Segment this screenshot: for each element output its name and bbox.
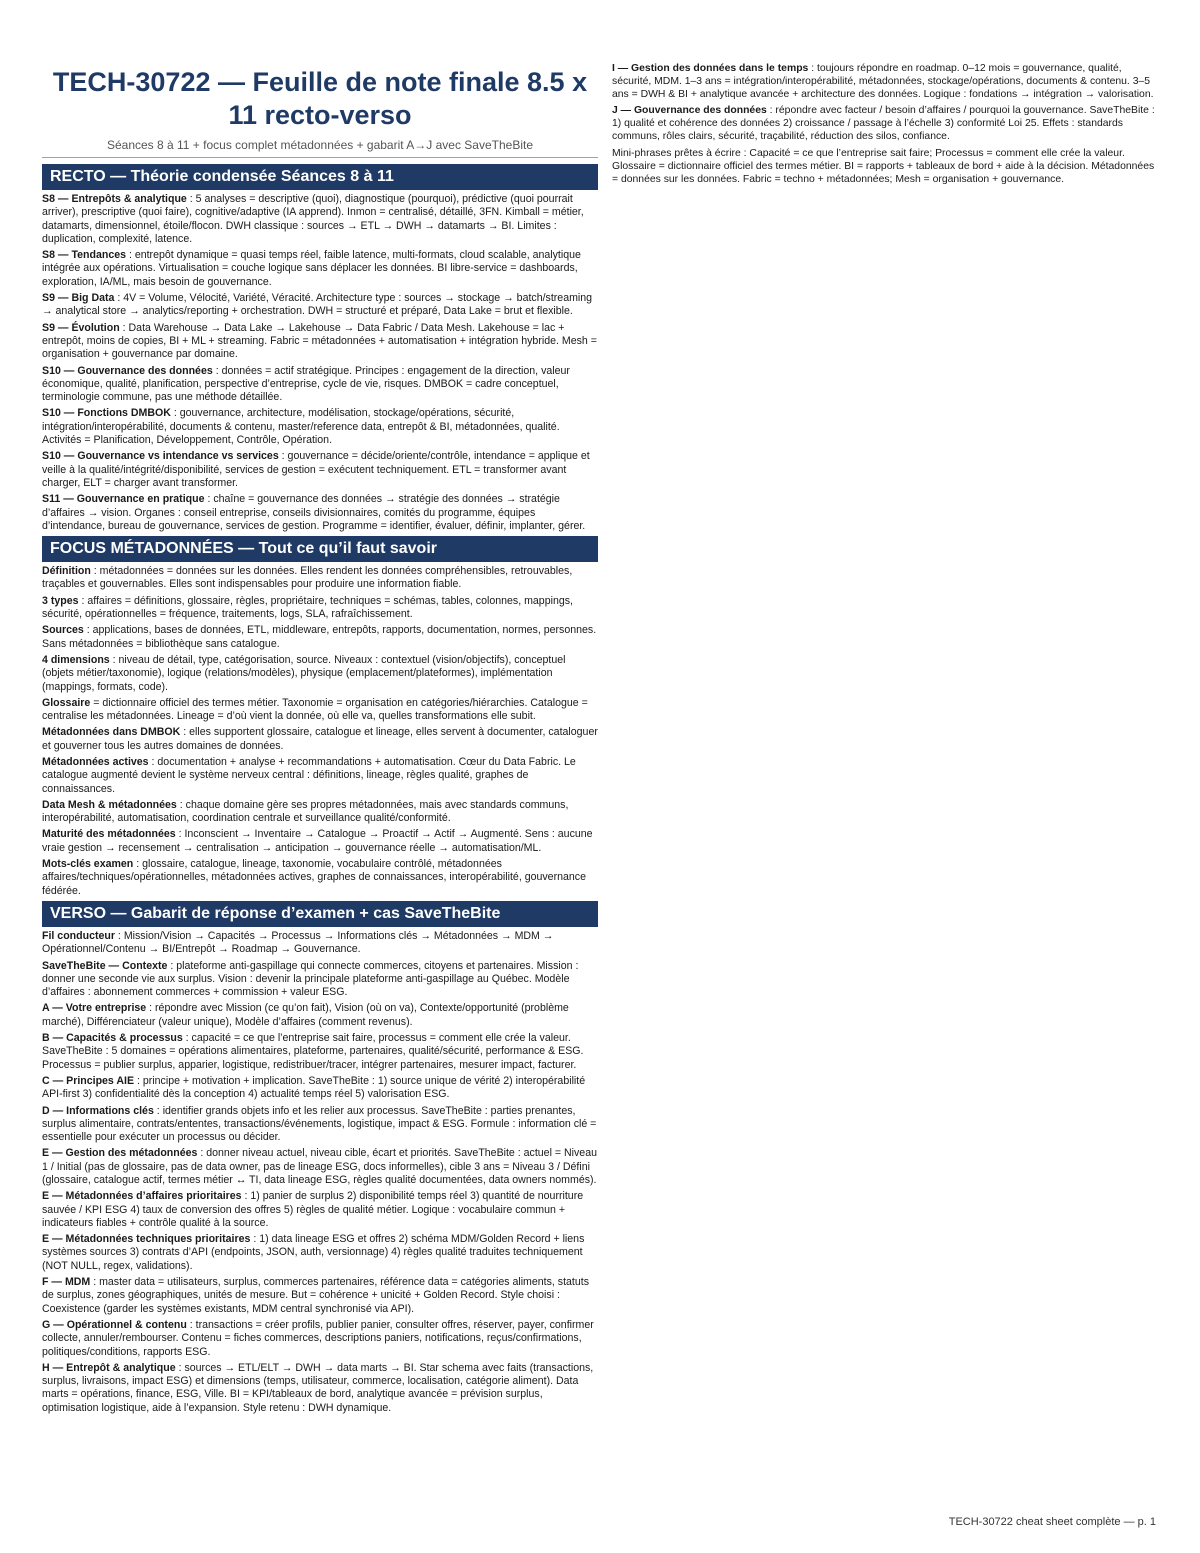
entry-text: : chaîne = gouvernance des données → stratégie des données → stratégie d’affaires → vision. Organes : conseil entreprise, conseils divisionnaires, comités du programme, équipes d’intendance, bureau de gouvernance, services de gestion. Programme = identifier, évaluer, définir, implanter, gérer. [42,493,586,532]
entry-text: : 1) panier de surplus 2) disponibilité temps réel 3) quantité de nourriture sauvée / KPI ESG 4) taux de conversion des offres 5) règles de qualité métier. Logique : vocabulaire commun + indicateurs fiables + contrôle qualité à la source. [42,1190,584,1229]
entry-item [42,697,598,724]
entry-title: I — Gestion des données dans le temps [612,63,809,74]
entry-text: : applications, bases de données, ETL, middleware, entrepôts, rapports, documentation, normes, personnes. Sans métadonnées = bibliothèque sans catalogue. [42,624,597,650]
entry-title: Fil conducteur [42,929,115,942]
entry-title: S8 — Entrepôts & analytique [42,193,187,205]
entry-title: G — Opérationnel & contenu [42,1318,187,1331]
entry-title: 4 dimensions [42,653,110,666]
entry-item [42,1032,598,1072]
entry-text: : toujours répondre en roadmap. 0–12 mois = gouvernance, qualité, sécurité, MDM. 1–3 ans = intégration/interopérabilité, métadonnées, stockage/opérations, documents & contenu. 3–5 ans = DWH & BI + analytique avancée + architecture des données. Logique : fondations → intégration → valorisation. [612,63,1154,101]
page-title: TECH-30722 — Feuille de note finale 8.5 x 11 recto-verso [52,67,588,130]
entry-item [42,1075,598,1102]
entry-item [42,322,598,362]
entry-text: Mini-phrases prêtes à écrire : Capacité = ce que l’entreprise sait faire; Processus = comment elle crée la valeur. Glossaire = dictionnaire officiel des termes métier. BI = rapports + tableaux de bord + aide à la décision. Métadonnées = données sur les données. Fabric = techno + métadonnées; Mesh = organisation + gouvernance. [612,147,1155,185]
entry-text: : transactions = créer profils, publier panier, consulter offres, réserver, payer, confirmer collecte, annuler/rembourser. Contenu = fiches commerces, descriptions paniers, notifications, reçus/confirmations, politiques/conditions, rapports ESG. [42,1318,594,1358]
entry-item [612,147,1160,186]
entry-item [42,1362,598,1415]
entry-title: Métadonnées dans DMBOK [42,726,181,739]
entry-text: : gouvernance = décide/oriente/contrôle, intendance = applique et veille à la qualité/intégrité/disponibilité, services de gestion = exécutent techniquement. ETL = transformer avant charger, ELT = charger avant transformer. [42,450,590,489]
recto-entries [42,193,598,533]
entry-item [42,654,598,694]
entry-item [42,828,598,855]
entry-title: E — Gestion des métadonnées [42,1147,198,1160]
entry-item [612,104,1160,143]
entry-item [42,1002,598,1029]
entry-title: Maturité des métadonnées [42,828,176,841]
entry-title: Sources [42,624,84,637]
entry-text: : Data Warehouse → Data Lake → Lakehouse → Data Fabric / Data Mesh. Lakehouse = lac + entrepôt, moins de copies, BI + ML + streaming. Fabric = métadonnées + automatisation + intégration hybride. Mesh = organisation + gouvernance par domaine. [42,321,597,361]
entry-text: : affaires = définitions, glossaire, règles, propriétaire, techniques = schémas, tables, colonnes, mappings, sécurité, opérationnelles = fréquence, traitements, logs, SLA, rafraîchissement. [42,594,573,621]
section-heading-verso: VERSO — Gabarit de réponse d’examen + cas SaveTheBite [42,901,598,927]
entry-item [612,62,1160,101]
entry-item [42,407,598,447]
entry-title: S8 — Tendances [42,249,126,262]
entry-item [42,624,598,651]
entry-title: Métadonnées actives [42,755,149,768]
entry-title: D — Informations clés [42,1104,154,1117]
entry-text: : répondre avec Mission (ce qu’on fait), Vision (où on va), Contexte/opportunité (problème marché), Différenciateur (valeur unique), Modèle d’affaires (comment revenus). [42,1002,569,1028]
entry-title: E — Métadonnées techniques prioritaires [42,1233,251,1246]
entry-text: : chaque domaine gère ses propres métadonnées, mais avec standards communs, interopérabilité, automatisation, coordination centrale et surveillance qualité/conformité. [42,798,569,825]
entry-title: Data Mesh & métadonnées [42,798,177,811]
entry-text: : Mission/Vision → Capacités → Processus → Informations clés → Métadonnées → MDM → Opérationnel/Contenu → BI/Entrepôt → Roadmap → Gouvernance. [42,929,554,956]
entry-item [42,1233,598,1273]
entry-text: : donner niveau actuel, niveau cible, écart et priorités. SaveTheBite : actuel = Niveau 1 / Initial (pas de glossaire, pas de data owner, pas de lineage ESG, docs informelles), cible 3 ans = Niveau 3 / Défini (glossaire, catalogue actif, termes métier ↔ TI, data lineage ESG, règles qualité documentées, data owners nommés). [42,1147,597,1186]
entry-text: : capacité = ce que l’entreprise sait faire, processus = comment elle crée la valeur. SaveTheBite : 5 domaines = opérations alimentaires, plateforme, partenaires, qualité/sécurité, performance & ESG. Processus = publier surplus, apparier, logistique, redistribuer/tracer, intégrer partenaires, mesurer impact, facturer. [42,1032,584,1071]
entry-text: : elles supportent glossaire, catalogue et lineage, elles servent à documenter, cataloguer et gouverner tous les autres domaines de données. [42,726,598,752]
entry-title: C — Principes AIE [42,1074,135,1087]
entry-text: : répondre avec facteur / besoin d’affaires / pourquoi la gouvernance. SaveTheBite : 1) qualité et cohérence des données 2) croissance / passage à l’échelle 3) conformité Loi 25. Effets : standards communs, rôles clairs, sécurité, traçabilité, réduction des silos, confiance. [612,105,1155,143]
entry-item [42,365,598,405]
entry-item [42,1319,598,1359]
entry-text: : sources → ETL/ELT → DWH → data marts → BI. Star schema avec faits (transactions, surplus, livraisons, impact ESG) et dimensions (temps, utilisateur, commerce, localisation, catégorie aliment). Data marts = opérations, finance, ESG, Ville. BI = KPI/tableaux de bord, analytique avancée = prévision surplus, optimisation logistique, aide à l’expansion. Style retenu : DWH dynamique. [42,1361,594,1414]
entry-text: = dictionnaire officiel des termes métier. Taxonomie = organisation en catégories/hiérarchies. Catalogue = centralise les métadonnées. Lineage = d’où vient la donnée, où elle va, quelles transformations elle subit. [42,696,588,723]
entry-title: S9 — Big Data [42,292,115,305]
entry-title: H — Entrepôt & analytique [42,1361,176,1374]
focus-entries [42,565,598,898]
entry-item [42,292,598,319]
entry-text: : 4V = Volume, Vélocité, Variété, Véracité. Architecture type : sources → stockage → batch/streaming → analytical store → analytics/reporting + orchestration. DWH = structuré et préparé, Data Lake = brut et flexible. [42,292,593,318]
entry-title: A — Votre entreprise [42,1002,147,1015]
page-footer: TECH-30722 cheat sheet complète — p. 1 [948,1516,1156,1528]
entry-title: F — MDM [42,1276,91,1289]
entry-text: : métadonnées = données sur les données. Elles rendent les données compréhensibles, retrouvables, traçables et gouvernables. Elles sont indispensables pour produire une information fiable. [42,565,573,591]
entry-title: S9 — Évolution [42,321,120,334]
entry-text: : niveau de détail, type, catégorisation, source. Niveaux : contextuel (vision/objectifs), conceptuel (objets métier/taxonomie), logique (relations/modèles), physique (emplacement/plateformes), implémentation (mappings, formats, code). [42,653,566,693]
entry-item [42,960,598,1000]
title-divider [42,157,598,158]
entry-title: 3 types [42,594,79,607]
entry-item [42,565,598,592]
entry-title: S10 — Gouvernance vs intendance vs services [42,450,279,463]
entry-title: SaveTheBite — Contexte [42,959,168,972]
entry-item [42,930,598,957]
entry-text: : entrepôt dynamique = quasi temps réel, faible latence, multi-formats, cloud scalable, analytique intégrée aux opérations. Virtualisation = couche logique sans déplacer les données. BI libre-service = dashboards, exploration, IA/ML, mais besoin de gouvernance. [42,249,581,288]
entry-text: : master data = utilisateurs, surplus, commerces partenaires, référence data = catégories aliments, statuts de surplus, zones géographiques, unités de mesure. But = cohérence + unicité + Golden Record. Style choisi : Coexistence (garder les systèmes existants, MDM central synchronisé via API). [42,1276,589,1315]
entry-title: Mots-clés examen [42,858,134,871]
entry-text: : principe + motivation + implication. SaveTheBite : 1) source unique de vérité 2) interopérabilité API-first 3) confidentialité dès la conception 4) actualité temps réel 5) valorisation ESG. [42,1074,586,1101]
right-column [612,62,1160,189]
entry-item [42,493,598,533]
entry-item [42,193,598,246]
entry-item [42,249,598,289]
section-heading-focus: FOCUS MÉTADONNÉES — Tout ce qu’il faut savoir [42,536,598,562]
entry-text: : gouvernance, architecture, modélisation, stockage/opérations, sécurité, intégration/interopérabilité, documents & contenu, master/reference data, entrepôt & BI, métadonnées, qualité. Activités = Planification, Développement, Contrôle, Opération. [42,407,560,447]
page-subtitle: Séances 8 à 11 + focus complet métadonnées + gabarit A→J avec SaveTheBite [106,138,534,152]
entry-text: : glossaire, catalogue, lineage, taxonomie, vocabulaire contrôlé, métadonnées affaires/techniques/opérationnelles, métadonnées actives, graphes de connaissances, interopérabilité, gouvernance fédérée. [42,858,586,897]
entry-text: : 1) data lineage ESG et offres 2) schéma MDM/Golden Record + liens systèmes sources 3) contrats d’API (endpoints, JSON, auth, versionnage) 4) règles qualité traduites techniquement (NOT NULL, regex, validations). [42,1233,585,1272]
entry-title: Définition [42,565,91,578]
entry-item [42,756,598,796]
entry-text: : plateforme anti-gaspillage qui connecte commerces, citoyens et partenaires. Mission : donner une seconde vie aux surplus. Vision : devenir la principale plateforme anti-gaspillage au Québec. Modèle d’affaires : abonnement commerces + commission + valeur ESG. [42,959,579,999]
entry-item [42,450,598,490]
entry-text: : documentation + analyse + recommandations + automatisation. Cœur du Data Fabric. Le catalogue augmenté devient le système nerveux central : définitions, lineage, règles qualité, graphes de connaissances. [42,755,576,795]
entry-item [42,799,598,826]
entry-item [42,858,598,898]
entry-text: : Inconscient → Inventaire → Catalogue → Proactif → Actif → Augmenté. Sens : aucune vraie gestion → recensement → centralisation → anticipation → gouvernance réelle → automatisation/ML. [42,828,593,854]
entry-item [42,1276,598,1316]
entry-item [42,1147,598,1187]
entry-title: S10 — Fonctions DMBOK [42,407,171,420]
entry-item [42,1190,598,1230]
verso-entries-left [42,930,598,1415]
section-heading-recto: RECTO — Théorie condensée Séances 8 à 11 [42,164,598,190]
entry-title: E — Métadonnées d’affaires prioritaires [42,1190,242,1203]
entry-title: S11 — Gouvernance en pratique [42,493,205,506]
entry-text: : identifier grands objets info et les relier aux processus. SaveTheBite : parties prenantes, surplus alimentaire, contrats/ententes, transactions/événements, logistique, impact & ESG. Formule : information clé = essentielle pour exécuter un processus ou décider. [42,1104,597,1144]
entry-title: S10 — Gouvernance des données [42,364,213,377]
entry-title: B — Capacités & processus [42,1032,183,1045]
entry-title: J — Gouvernance des données [612,105,767,117]
entry-item [42,726,598,753]
verso-entries-right [612,62,1160,186]
entry-text: : données = actif stratégique. Principes : engagement de la direction, valeur économique, qualité, planification, perspective d’entreprise, cycle de vie, risques. DMBOK = cadre conceptuel, terminologie commune, pas une méthode détaillée. [42,364,570,404]
entry-text: : 5 analyses = descriptive (quoi), diagnostique (pourquoi), prédictive (quoi pourrait arriver), prescriptive (quoi faire), cognitive/adaptive (IA apprend). Inmon = centralisé, détaillé, 3FN. Kimball = métier, datamarts, dimensionnel, étoile/flocon. DWH classique : sources → ETL → DWH → datamarts → BI. Limites : duplication, complexité, latence. [42,193,584,245]
left-column [42,62,598,1418]
entry-title: Glossaire [42,696,91,709]
entry-item [42,1105,598,1145]
entry-item [42,595,598,622]
